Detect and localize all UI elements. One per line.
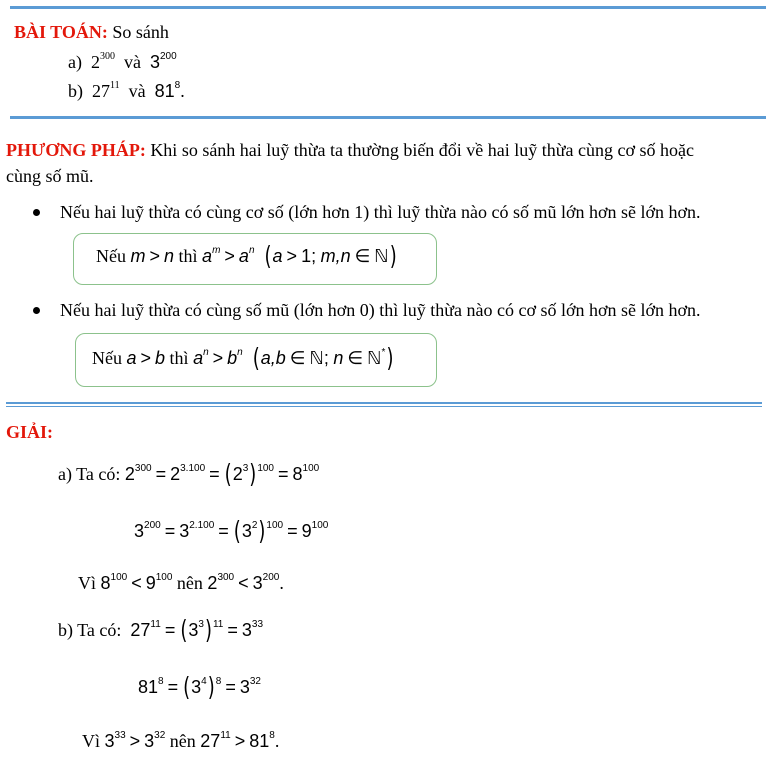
solution-a-conclusion: Vì $8^{100} < 9^{100}$ nên $2^{300} < 3^{200}$. [78,572,284,593]
problem-text: So sánh [112,22,169,42]
solution-label: GIẢI: [6,422,54,442]
top-divider [10,6,766,9]
bullet-dot [33,307,40,314]
method-paragraph [6,140,694,161]
method-bullet-2: Nếu hai luỹ thừa có cùng số mũ (lớn hơn 0) thì luỹ thừa nào có cơ số lớn hơn sẽ lớn hơn. [60,300,701,320]
solution-divider-bottom [6,406,762,407]
rule-same-exponent: Nếu a > b thì $a^n > b^n$ (a,b ∈ ℕ; n ∈ ℕ*) [92,343,394,374]
problem-label: BÀI TOÁN: [14,22,108,42]
method-text-line1: Khi so sánh hai luỹ thừa ta thường biến đổi về hai luỹ thừa cùng cơ số hoặc [150,140,695,160]
solution-b-line1: b) Ta có: $27^{11} = (3^3)^{11} = 3^{33}$ [58,615,264,646]
solution-divider-top [6,402,762,404]
solution-b-line2: $81^8 = (3^4)^8 = 3^{32}$ [138,672,261,703]
bullet-dot [33,209,40,216]
problem-item-a: a) $2^{300}$ và $3^{200}$ [68,51,177,72]
method-text-line2: cùng số mũ. [6,166,94,186]
solution-a-line2: $3^{200} = 3^{2.100} = (3^2)^{100} = 9^{100}$ [134,516,329,547]
method-label: PHƯƠNG PHÁP: [6,140,146,160]
solution-b-conclusion: Vì $3^{33} > 3^{32}$ nên $27^{11} > 81^8$. [82,730,280,751]
problem-item-b: b) $27^{11}$ và $81^8$. [68,80,185,101]
problem-heading [14,22,169,43]
solution-a-line1: a) Ta có: $2^{300} = 2^{3.100} = (2^3)^{100} = 8^{100}$ [58,459,320,490]
problem-divider [10,116,766,119]
rule-same-base: Nếu m > n thì $a^m > a^n$ (a > 1; m,n ∈ ℕ) [96,241,397,272]
method-bullet-1: Nếu hai luỹ thừa có cùng cơ số (lớn hơn 1) thì luỹ thừa nào có số mũ lớn hơn sẽ lớn hơn. [60,202,701,222]
